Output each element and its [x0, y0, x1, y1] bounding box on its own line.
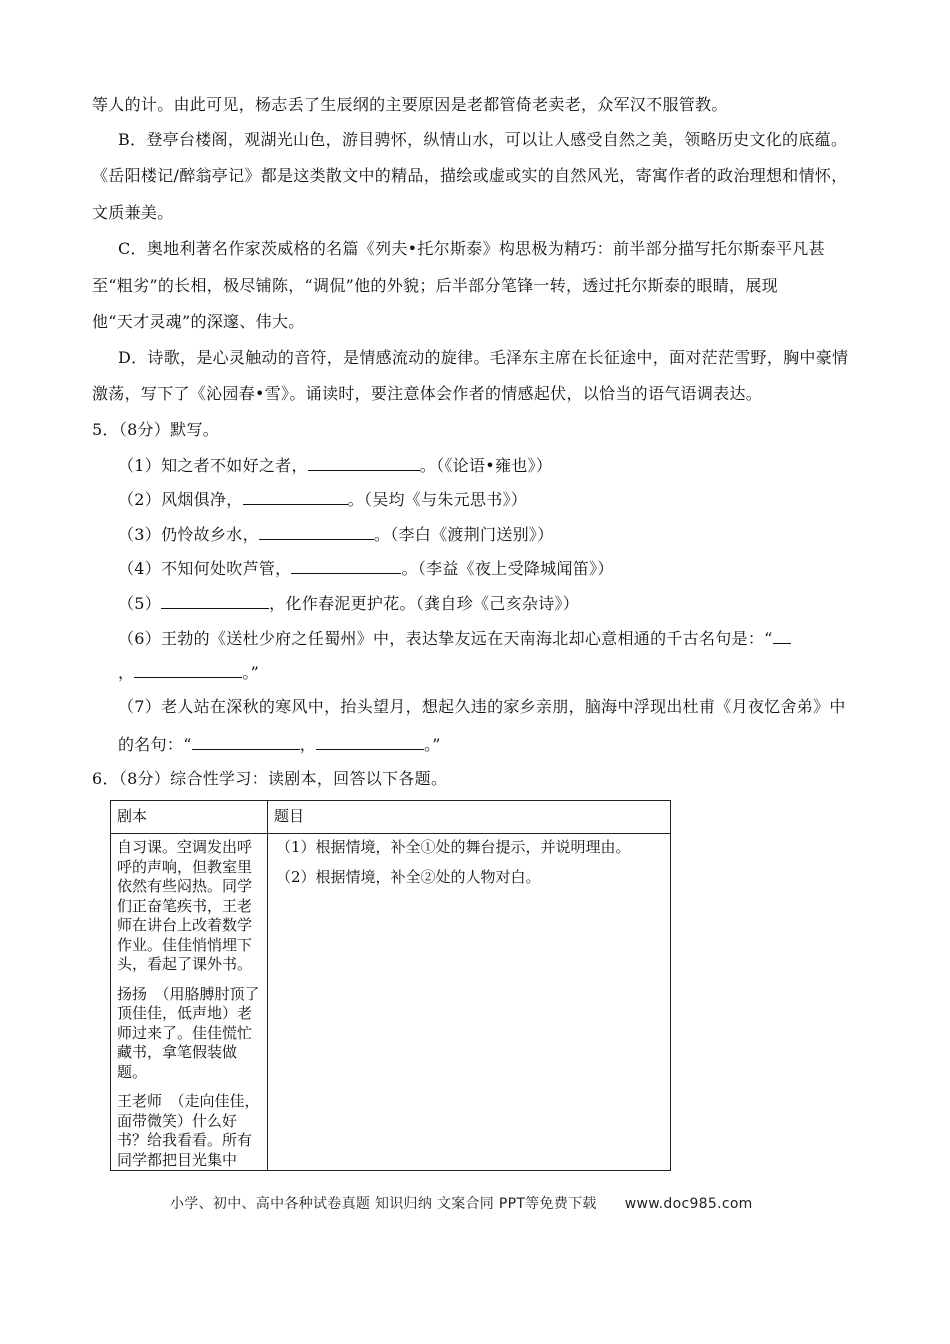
answer-blank[interactable] [291, 558, 401, 574]
item-text: 。” [424, 735, 441, 754]
footer-text: 小学、初中、高中各种试卷真题 知识归纳 文案合同 PPT等免费下载 [170, 1196, 597, 1212]
recitation-item [118, 455, 552, 476]
item-source: ，化作春泥更护花。（龚自珍《己亥杂诗》） [269, 594, 580, 613]
script-paragraph: 扬扬 （用胳膊肘顶了顶佳佳，低声地）老师过来了。佳佳慌忙藏书，拿笔假装做题。 [117, 984, 260, 1081]
questions-cell [268, 834, 671, 1171]
question-5-heading: 5．（8分）默写。 [92, 420, 220, 439]
answer-blank[interactable] [161, 593, 269, 609]
sub-question: （1）根据情境，补全①处的舞台提示，并说明理由。 [276, 838, 631, 856]
script-paragraph: 王老师 （走向佳佳，面带微笑）什么好书？给我看看。所有同学都把目光集中 [117, 1092, 260, 1169]
answer-blank[interactable] [308, 455, 420, 471]
item-text: （3）仍怜故乡水， [118, 525, 259, 544]
answer-blank[interactable] [192, 734, 300, 750]
text-line: 文质兼美。 [92, 203, 174, 222]
item-source: 。（《论语•雍也》） [419, 456, 553, 475]
table-row [111, 834, 671, 1171]
answer-blank[interactable] [773, 628, 791, 644]
item-source: 。（李白《渡荆门送别》） [373, 525, 554, 544]
recitation-item-6-cont [118, 662, 259, 683]
table-header-row [111, 801, 671, 834]
recitation-item [118, 593, 579, 614]
header-questions: 题目 [268, 801, 671, 834]
answer-blank[interactable] [134, 662, 242, 678]
recitation-item-7: （7）老人站在深秋的寒风中，抬头望月，想起久违的家乡亲朋，脑海中浮现出杜甫《月夜忆舍弟》中 [118, 697, 846, 716]
script-table [110, 800, 671, 1171]
script-cell [111, 834, 268, 1171]
question-6-heading: 6．（8分）综合性学习：读剧本，回答以下各题。 [92, 769, 448, 788]
option-c-line: C．奥地利著名作家茨威格的名篇《列夫•托尔斯泰》构思极为精巧：前半部分描写托尔斯泰平凡甚 [118, 239, 825, 258]
text-line: 至“粗劣”的长相，极尽铺陈，“调侃”他的外貌；后半部分笔锋一转，透过托尔斯泰的眼睛，展现 [92, 276, 778, 295]
page-footer [170, 1193, 753, 1213]
answer-blank[interactable] [243, 489, 348, 505]
sub-question: （2）根据情境，补全②处的人物对白。 [276, 867, 541, 886]
item-text: ， [118, 663, 135, 682]
text-line: 《岳阳楼记/醉翁亭记》都是这类散文中的精品，描绘或虚或实的自然风光，寄寓作者的政治理想和情怀， [92, 166, 848, 185]
item-text: （2）风烟俱净， [118, 490, 243, 509]
script-paragraph: 自习课。空调发出呼呼的声响，但教室里依然有些闷热。同学们正奋笔疾书，王老师在讲台上改着数学作业。佳佳悄悄埋下头，看起了课外书。 [117, 838, 253, 973]
item-text: （6）王勃的《送杜少府之任蜀州》中，表达挚友远在天南海北却心意相通的千古名句是：“ [118, 629, 773, 648]
item-text: 的名句：“ [118, 735, 192, 754]
recitation-item [118, 524, 554, 545]
option-b-line: B．登亭台楼阁，观湖光山色，游目骋怀，纵情山水，可以让人感受自然之美，领略历史文化的底蕴。 [118, 130, 848, 149]
item-text: （1）知之者不如好之者， [118, 456, 308, 475]
recitation-item-6 [118, 628, 791, 649]
text-line: 等人的计。由此可见，杨志丢了生辰纲的主要原因是老都管倚老卖老，众军汉不服管教。 [92, 95, 728, 114]
option-d-line: D．诗歌，是心灵触动的音符，是情感流动的旋律。毛泽东主席在长征途中，面对茫茫雪野，胸中豪情 [118, 348, 849, 367]
recitation-item [118, 489, 527, 510]
item-source: 。（吴均《与朱元思书》） [347, 490, 528, 509]
header-script: 剧本 [111, 801, 268, 834]
text-line: 激荡，写下了《沁园春•雪》。诵读时，要注意体会作者的情感起伏，以恰当的语气语调表达。 [92, 384, 763, 403]
item-text: （4）不知何处吹芦管， [118, 559, 292, 578]
answer-blank[interactable] [259, 524, 374, 540]
answer-blank[interactable] [316, 734, 424, 750]
recitation-item-7-cont [118, 734, 441, 755]
text-line: 他“天才灵魂”的深邃、伟大。 [92, 312, 305, 331]
item-text: （5） [118, 594, 162, 613]
recitation-item [118, 558, 614, 579]
item-text: ， [299, 735, 316, 754]
item-text: 。” [242, 663, 260, 682]
item-source: 。（李益《夜上受降城闻笛》） [401, 559, 614, 578]
footer-url[interactable]: www.doc985.com [624, 1196, 753, 1212]
